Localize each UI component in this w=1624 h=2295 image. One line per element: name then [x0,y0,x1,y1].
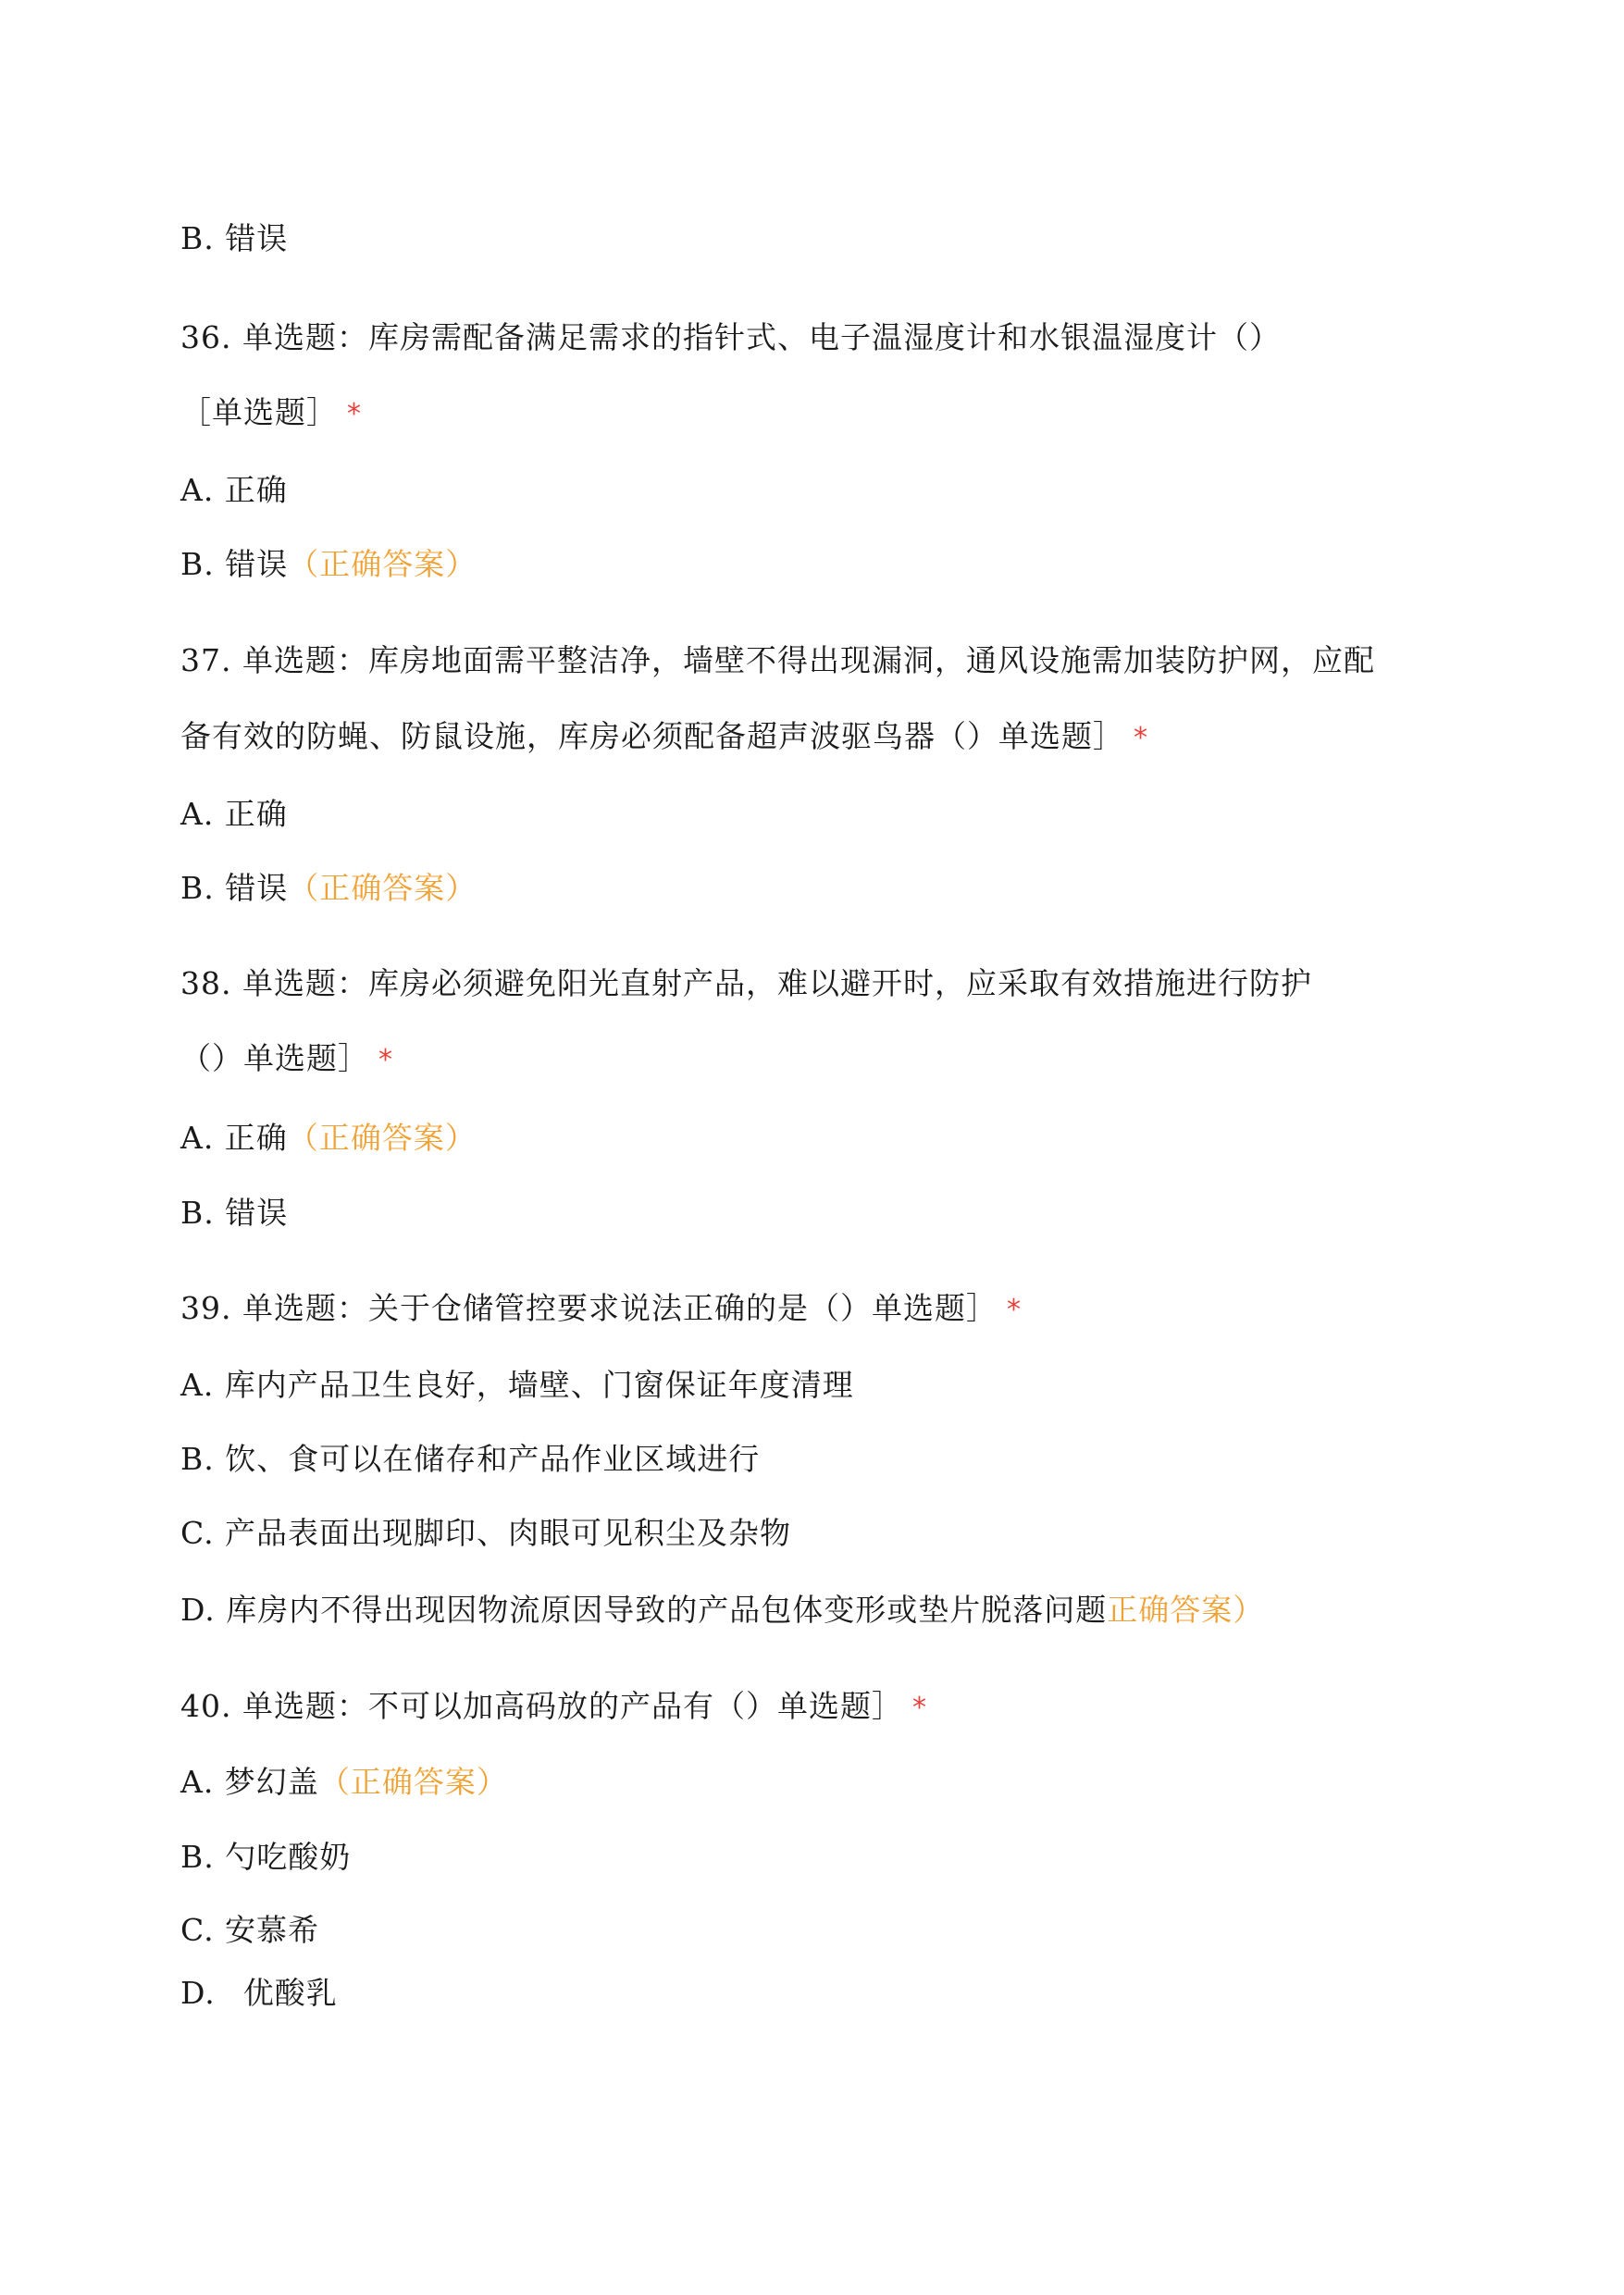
question-36-option-a [180,470,288,511]
question-40-option-b [180,1837,351,1878]
question-39-option-d [180,1590,1264,1631]
question-39-option-c [180,1513,791,1554]
question-40-option-d [180,1973,338,2014]
question-37-option-a [180,794,288,835]
question-38-option-b [180,1193,288,1234]
question-37-text [180,640,1375,681]
required-asterisk: * [1134,722,1148,754]
question-text: 36. 单选题：库房需配备满足需求的指针式、电子温湿度计和水银温湿度计（） [180,319,1281,355]
correct-answer-marker: （正确答案） [288,546,477,582]
question-text: 37. 单选题：库房地面需平整洁净，墙壁不得出现漏洞，通风设施需加装防护网，应配 [180,642,1375,678]
correct-answer-marker: （正确答案） [288,870,477,906]
required-asterisk: * [1006,1294,1022,1326]
required-asterisk: * [378,1044,393,1076]
option-label: C. 安慕希 [180,1912,320,1948]
question-38-text-cont [180,1038,393,1081]
option-label: B. 错误 [180,870,289,906]
question-36-type [180,392,362,435]
question-36-option-b [180,544,477,585]
option-label: C. 产品表面出现脚印、肉眼可见积尘及杂物 [180,1515,792,1551]
correct-answer-marker: 正确答案） [1107,1592,1265,1628]
option-b-previous [180,218,288,259]
option-label: D. 库房内不得出现因物流原因导致的产品包体变形或垫片脱落问题 [180,1592,1108,1628]
option-label: B. 错误 [180,220,289,256]
question-39-option-a [180,1365,854,1406]
question-39-option-b [180,1439,760,1480]
question-38-text [180,963,1312,1004]
question-type-label: ［单选题］ [180,394,338,430]
option-label: A. 正确 [180,796,288,832]
option-label: A. 正确 [180,472,288,508]
question-40-text [180,1686,927,1729]
question-37-text-cont [180,716,1148,759]
question-text: 40. 单选题：不可以加高码放的产品有（）单选题］ [180,1688,903,1724]
option-label: A. 库内产品卫生良好，墙壁、门窗保证年度清理 [180,1367,854,1403]
question-text: 备有效的防蝇、防鼠设施，库房必须配备超声波驱鸟器（）单选题］ [180,718,1124,754]
question-text: 38. 单选题：库房必须避免阳光直射产品，难以避开时，应采取有效措施进行防护 [180,965,1312,1001]
option-text: 优酸乳 [242,1975,338,2011]
question-38-option-a [180,1118,477,1159]
option-label: B. 勺吃酸奶 [180,1839,352,1875]
option-label: B. 错误 [180,546,289,582]
question-40-option-a [180,1762,508,1803]
option-prefix: D. [180,1975,216,2011]
option-label: A. 正确 [180,1120,288,1156]
option-label: B. 错误 [180,1195,289,1231]
question-39-text [180,1288,1022,1331]
question-40-option-c [180,1910,319,1951]
correct-answer-marker: （正确答案） [318,1764,508,1800]
question-text: 39. 单选题：关于仓储管控要求说法正确的是（）单选题］ [180,1290,998,1326]
required-asterisk: * [911,1692,927,1724]
option-label: B. 饮、食可以在储存和产品作业区域进行 [180,1441,761,1477]
correct-answer-marker: （正确答案） [287,1120,477,1156]
option-label: A. 梦幻盖 [180,1764,319,1800]
question-36-text [180,317,1281,358]
question-37-option-b [180,868,477,909]
required-asterisk: * [347,398,362,430]
question-text: （）单选题］ [180,1040,369,1076]
